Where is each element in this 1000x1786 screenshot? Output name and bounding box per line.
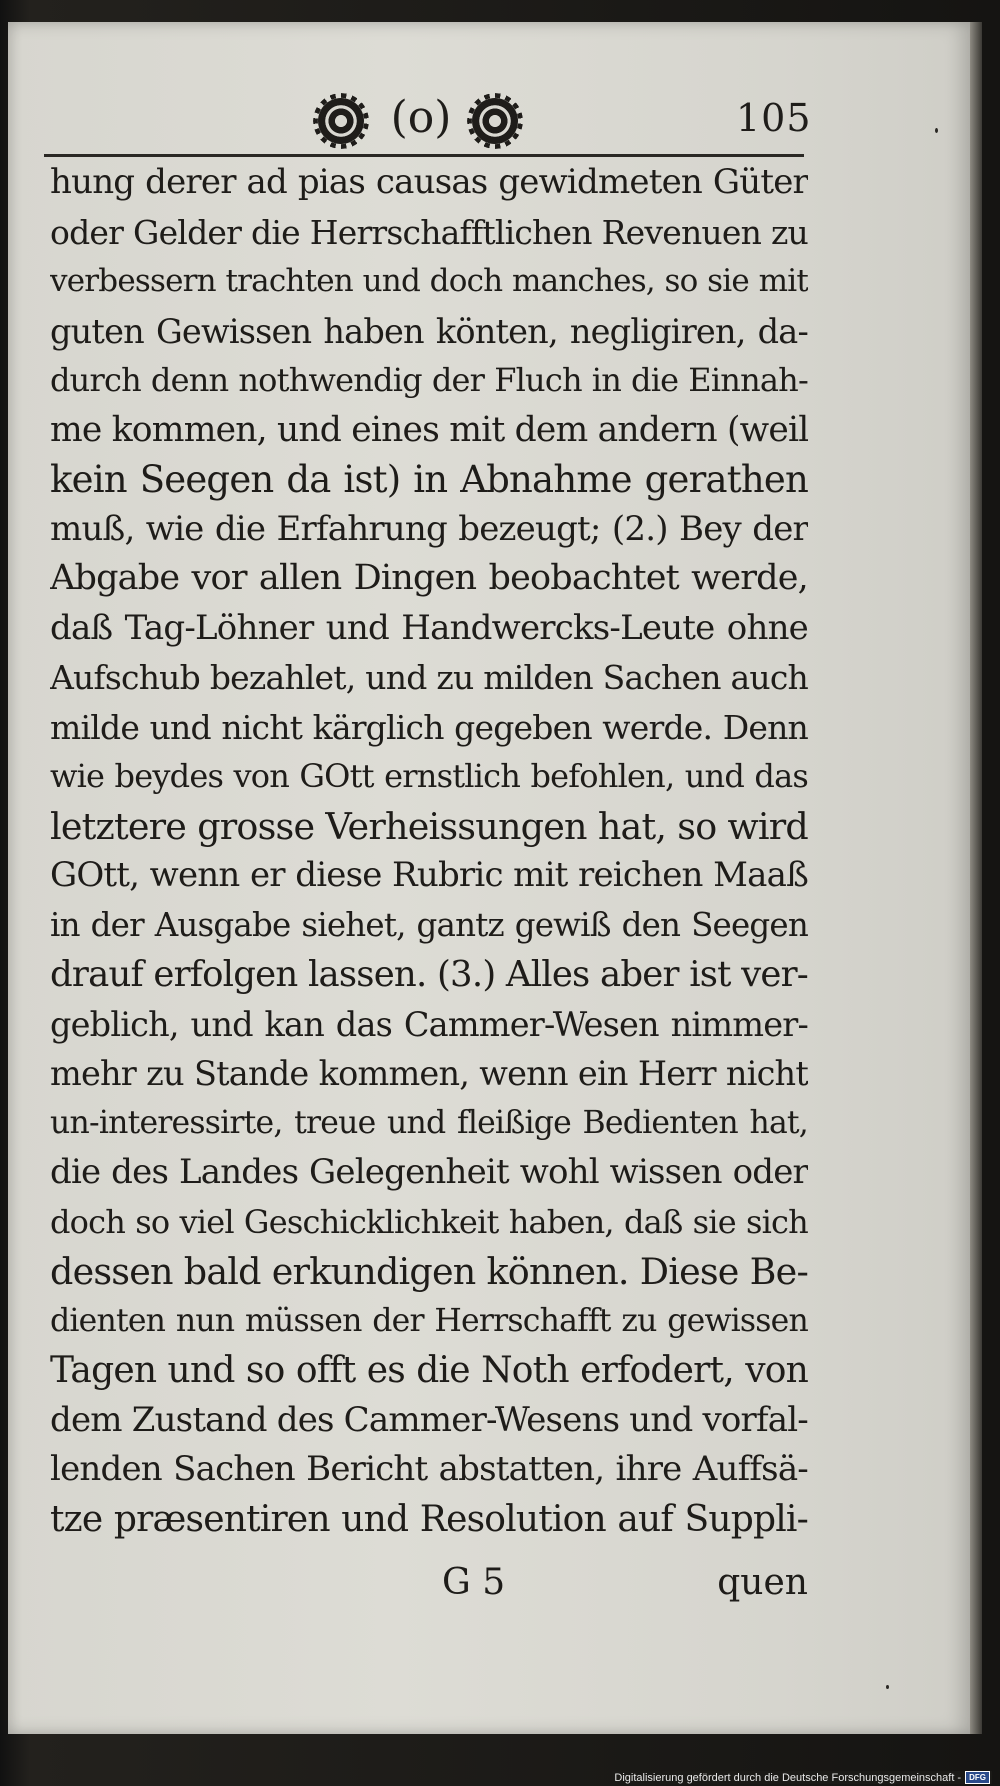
rosette-ornament-right-icon — [472, 98, 518, 144]
text-line: me kommen, und eines mit dem andern (weil — [50, 409, 808, 450]
credit-text: Digitalisierung gefördert durch die Deutsche Forschungsgemeinschaft - — [614, 1771, 962, 1784]
paper-speck — [935, 128, 938, 133]
signature-mark: (o) — [390, 92, 452, 143]
page-edge — [970, 22, 982, 1734]
printer-signature: G 5 — [442, 1562, 506, 1603]
text-line: GOtt, wenn er diese Rubric mit reichen Maaß — [50, 855, 808, 895]
text-line: letztere grosse Verheissungen hat, so wird — [50, 804, 808, 848]
text-line: doch so viel Geschicklichkeit haben, daß sie sich — [50, 1202, 808, 1241]
text-line: die des Landes Gelegenheit wohl wissen oder — [50, 1152, 808, 1192]
text-line: verbessern trachten und doch manches, so sie mit — [50, 263, 808, 299]
page-header — [48, 92, 812, 154]
text-line: in der Ausgabe siehet, gantz gewiß den Seegen — [50, 905, 808, 944]
text-line: geblich, und kan das Cammer-Wesen nimmer- — [50, 1004, 808, 1044]
text-line: Aufschub bezahlet, und zu milden Sachen auch — [50, 658, 808, 697]
text-line: guten Gewissen haben könten, negligiren, da- — [50, 311, 808, 351]
text-line: Abgabe vor allen Dingen beobachtet werde, — [50, 558, 808, 598]
text-line: Tagen und so offt es die Noth erfodert, von — [50, 1350, 808, 1391]
text-line: lenden Sachen Bericht abstatten, ihre Auffsä- — [50, 1449, 808, 1489]
text-line: tze præsentiren und Resolution auf Suppli- — [50, 1498, 808, 1540]
text-line: dienten nun müssen der Herrschafft zu gewissen — [50, 1302, 808, 1339]
text-line: hung derer ad pias causas gewidmeten Güter — [50, 162, 808, 202]
text-line: kein Seegen da ist) in Abnahme gerathen — [50, 458, 808, 501]
header-rule — [44, 154, 804, 157]
text-line: daß Tag-Löhner und Handwercks-Leute ohne — [50, 607, 808, 648]
text-line: wie beydes von GOtt ernstlich befohlen, und das — [50, 757, 808, 795]
text-line: dessen bald erkundigen können. Diese Be- — [50, 1250, 808, 1293]
body-text — [50, 158, 808, 1544]
text-line: dem Zustand des Cammer-Wesens und vorfal- — [50, 1399, 808, 1440]
text-line: drauf erfolgen lassen. (3.) Alles aber ist ver- — [50, 954, 808, 995]
page-footer — [50, 1562, 808, 1612]
text-line: un-interessirte, treue und fleißige Bedienten hat, — [50, 1104, 808, 1141]
page-number: 105 — [736, 96, 812, 140]
paper-speck — [886, 1685, 889, 1689]
text-line: oder Gelder die Herrschafftlichen Revenuen zu — [50, 212, 808, 252]
digitization-credit — [612, 1771, 992, 1784]
text-line: muß, wie die Erfahrung bezeugt; (2.) Bey der — [50, 508, 808, 549]
text-line: durch denn nothwendig der Fluch in die Einnah- — [50, 361, 808, 399]
text-line: mehr zu Stande kommen, wenn ein Herr nicht — [50, 1054, 808, 1093]
text-line: milde und nicht kärglich gegeben werde. Denn — [50, 707, 808, 747]
dfg-logo-icon: DFG — [965, 1771, 990, 1784]
catchword: quen — [717, 1562, 808, 1603]
rosette-ornament-left-icon — [318, 98, 364, 144]
